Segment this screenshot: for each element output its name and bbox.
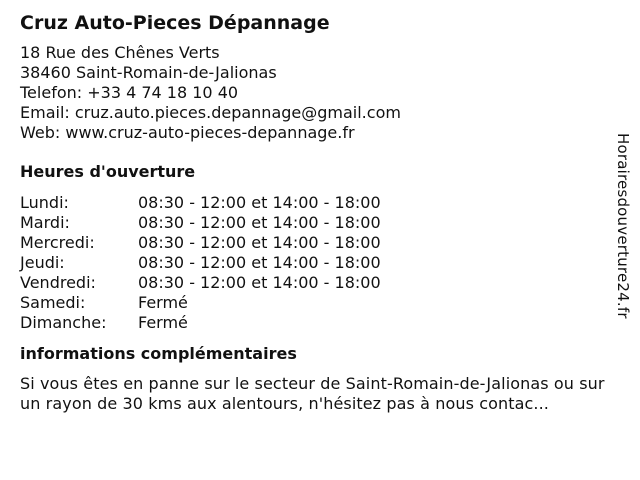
day-label: Jeudi: xyxy=(20,253,65,272)
hours-row-friday xyxy=(20,273,620,293)
email-line xyxy=(20,103,620,123)
phone-line xyxy=(20,83,620,103)
additional-info-text: Si vous êtes en panne sur le secteur de Saint-Romain-de-Jalionas ou sur un rayon de 30 kms aux alentours, n'hésitez pas à nous contac... xyxy=(20,374,605,413)
day-label: Samedi: xyxy=(20,293,86,312)
day-label: Dimanche: xyxy=(20,313,107,332)
hours-row-saturday xyxy=(20,293,620,313)
phone-label: Telefon: xyxy=(20,83,83,102)
email-link[interactable]: cruz.auto.pieces.depannage@gmail.com xyxy=(74,103,401,122)
day-hours: 08:30 - 12:00 et 14:00 - 18:00 xyxy=(138,253,381,272)
email-label: Email: xyxy=(20,103,70,122)
opening-hours-table xyxy=(20,193,620,333)
city-address: 38460 Saint-Romain-de-Jalionas xyxy=(20,63,277,82)
contact-block xyxy=(20,43,620,143)
business-name: Cruz Auto-Pieces Dépannage xyxy=(20,12,330,34)
day-hours: 08:30 - 12:00 et 14:00 - 18:00 xyxy=(138,273,381,292)
hours-row-sunday xyxy=(20,313,620,333)
hours-row-wednesday xyxy=(20,233,620,253)
day-hours: 08:30 - 12:00 et 14:00 - 18:00 xyxy=(138,213,381,232)
additional-info-heading: informations complémentaires xyxy=(20,344,297,363)
hours-row-monday xyxy=(20,193,620,213)
day-label: Mardi: xyxy=(20,213,70,232)
day-label: Vendredi: xyxy=(20,273,96,292)
web-line xyxy=(20,123,620,143)
web-link[interactable]: www.cruz-auto-pieces-depannage.fr xyxy=(65,123,355,142)
day-label: Mercredi: xyxy=(20,233,95,252)
business-card xyxy=(20,10,620,414)
day-hours: Fermé xyxy=(138,313,188,332)
day-label: Lundi: xyxy=(20,193,69,212)
day-hours: Fermé xyxy=(138,293,188,312)
hours-row-thursday xyxy=(20,253,620,273)
web-label: Web: xyxy=(20,123,61,142)
street-address: 18 Rue des Chênes Verts xyxy=(20,43,220,62)
day-hours: 08:30 - 12:00 et 14:00 - 18:00 xyxy=(138,233,381,252)
site-watermark: Horairesdouverture24.fr xyxy=(614,133,632,319)
phone-link[interactable]: +33 4 74 18 10 40 xyxy=(87,83,239,102)
day-hours: 08:30 - 12:00 et 14:00 - 18:00 xyxy=(138,193,381,212)
opening-hours-heading: Heures d'ouverture xyxy=(20,162,196,181)
hours-row-tuesday xyxy=(20,213,620,233)
